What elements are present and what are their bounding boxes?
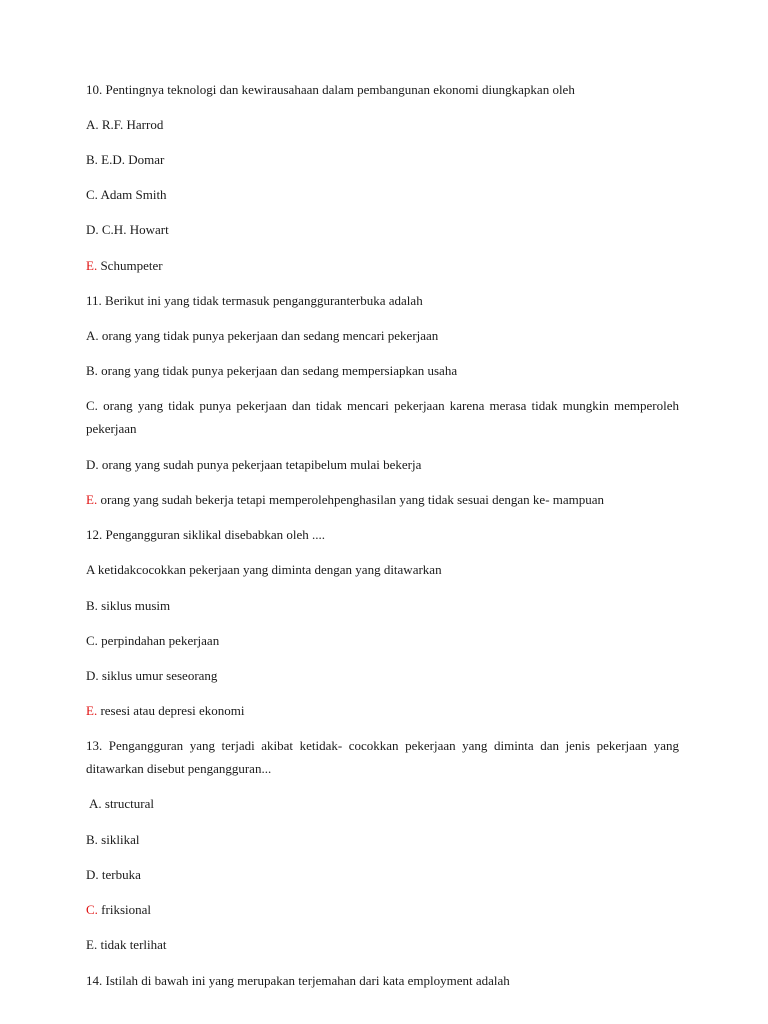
option-text: orang yang sudah bekerja tetapi memperolehpenghasilan yang tidak sesuai dengan ke- mampuan xyxy=(100,492,605,507)
option-text: siklikal xyxy=(101,832,140,847)
option-text: orang yang tidak punya pekerjaan dan sedang mencari pekerjaan xyxy=(101,328,439,343)
option-letter: D. xyxy=(86,867,99,882)
option-b xyxy=(86,597,170,614)
option-letter: C. xyxy=(86,398,98,413)
option-text: orang yang sudah punya pekerjaan tetapibelum mulai bekerja xyxy=(101,457,422,472)
option-letter: C. xyxy=(86,187,98,202)
question-13: 13. Pengangguran yang terjadi akibat ketidak- cocokkan pekerjaan yang diminta dan jenis pekerjaan yang ditawarkan disebut pengangguran... xyxy=(86,738,679,776)
option-text: R.F. Harrod xyxy=(101,117,164,132)
option-a xyxy=(86,116,163,133)
option-letter: E. xyxy=(86,937,98,952)
option-c-answer xyxy=(86,901,151,918)
option-letter: B. xyxy=(86,598,98,613)
option-a xyxy=(89,795,154,812)
option-c xyxy=(86,186,167,203)
option-letter: D. xyxy=(86,457,99,472)
option-letter: A. xyxy=(86,117,99,132)
option-text: Adam Smith xyxy=(100,187,167,202)
option-letter: D. xyxy=(86,222,99,237)
option-e-answer xyxy=(86,702,245,719)
option-letter: B. xyxy=(86,363,98,378)
option-e xyxy=(86,936,167,953)
option-letter: A xyxy=(86,562,95,577)
option-text: orang yang tidak punya pekerjaan dan sedang mempersiapkan usaha xyxy=(101,363,458,378)
question-14: 14. Istilah di bawah ini yang merupakan terjemahan dari kata employment adalah xyxy=(86,973,510,988)
option-letter: A. xyxy=(89,796,102,811)
option-text: structural xyxy=(104,796,154,811)
option-b xyxy=(86,151,164,168)
answer-marker: E. xyxy=(86,258,98,273)
option-text: friksional xyxy=(101,902,151,917)
answer-marker: C. xyxy=(86,902,98,917)
option-text: Schumpeter xyxy=(100,258,163,273)
option-text: siklus umur seseorang xyxy=(101,668,218,683)
question-10: 10. Pentingnya teknologi dan kewirausahaan dalam pembangunan ekonomi diungkapkan oleh xyxy=(86,82,575,97)
option-d xyxy=(86,221,169,238)
option-d xyxy=(86,866,141,883)
option-text: siklus musim xyxy=(101,598,171,613)
option-c xyxy=(86,394,679,440)
option-text: C.H. Howart xyxy=(101,222,169,237)
option-letter: B. xyxy=(86,832,98,847)
option-text: ketidakcocokkan pekerjaan yang diminta dengan yang ditawarkan xyxy=(97,562,442,577)
answer-marker: E. xyxy=(86,492,98,507)
option-text: terbuka xyxy=(101,867,141,882)
answer-marker: E. xyxy=(86,703,98,718)
option-e-answer xyxy=(86,257,163,274)
option-text: resesi atau depresi ekonomi xyxy=(100,703,245,718)
option-text: orang yang tidak punya pekerjaan dan tidak mencari pekerjaan karena merasa tidak mungkin memperoleh pekerjaan xyxy=(86,398,679,436)
option-letter: B. xyxy=(86,152,98,167)
question-11: 11. Berikut ini yang tidak termasuk pengangguranterbuka adalah xyxy=(86,293,423,308)
option-b xyxy=(86,362,457,379)
option-text: tidak terlihat xyxy=(100,937,167,952)
question-12: 12. Pengangguran siklikal disebabkan oleh .... xyxy=(86,527,326,542)
option-letter: A. xyxy=(86,328,99,343)
option-d xyxy=(86,667,217,684)
option-text: perpindahan pekerjaan xyxy=(101,633,220,648)
option-a xyxy=(86,327,438,344)
option-letter: C. xyxy=(86,633,98,648)
option-text: E.D. Domar xyxy=(101,152,165,167)
option-b xyxy=(86,831,139,848)
option-d xyxy=(86,456,421,473)
option-letter: D. xyxy=(86,668,99,683)
option-c xyxy=(86,632,219,649)
option-a xyxy=(86,561,442,578)
option-e-answer xyxy=(86,491,604,508)
